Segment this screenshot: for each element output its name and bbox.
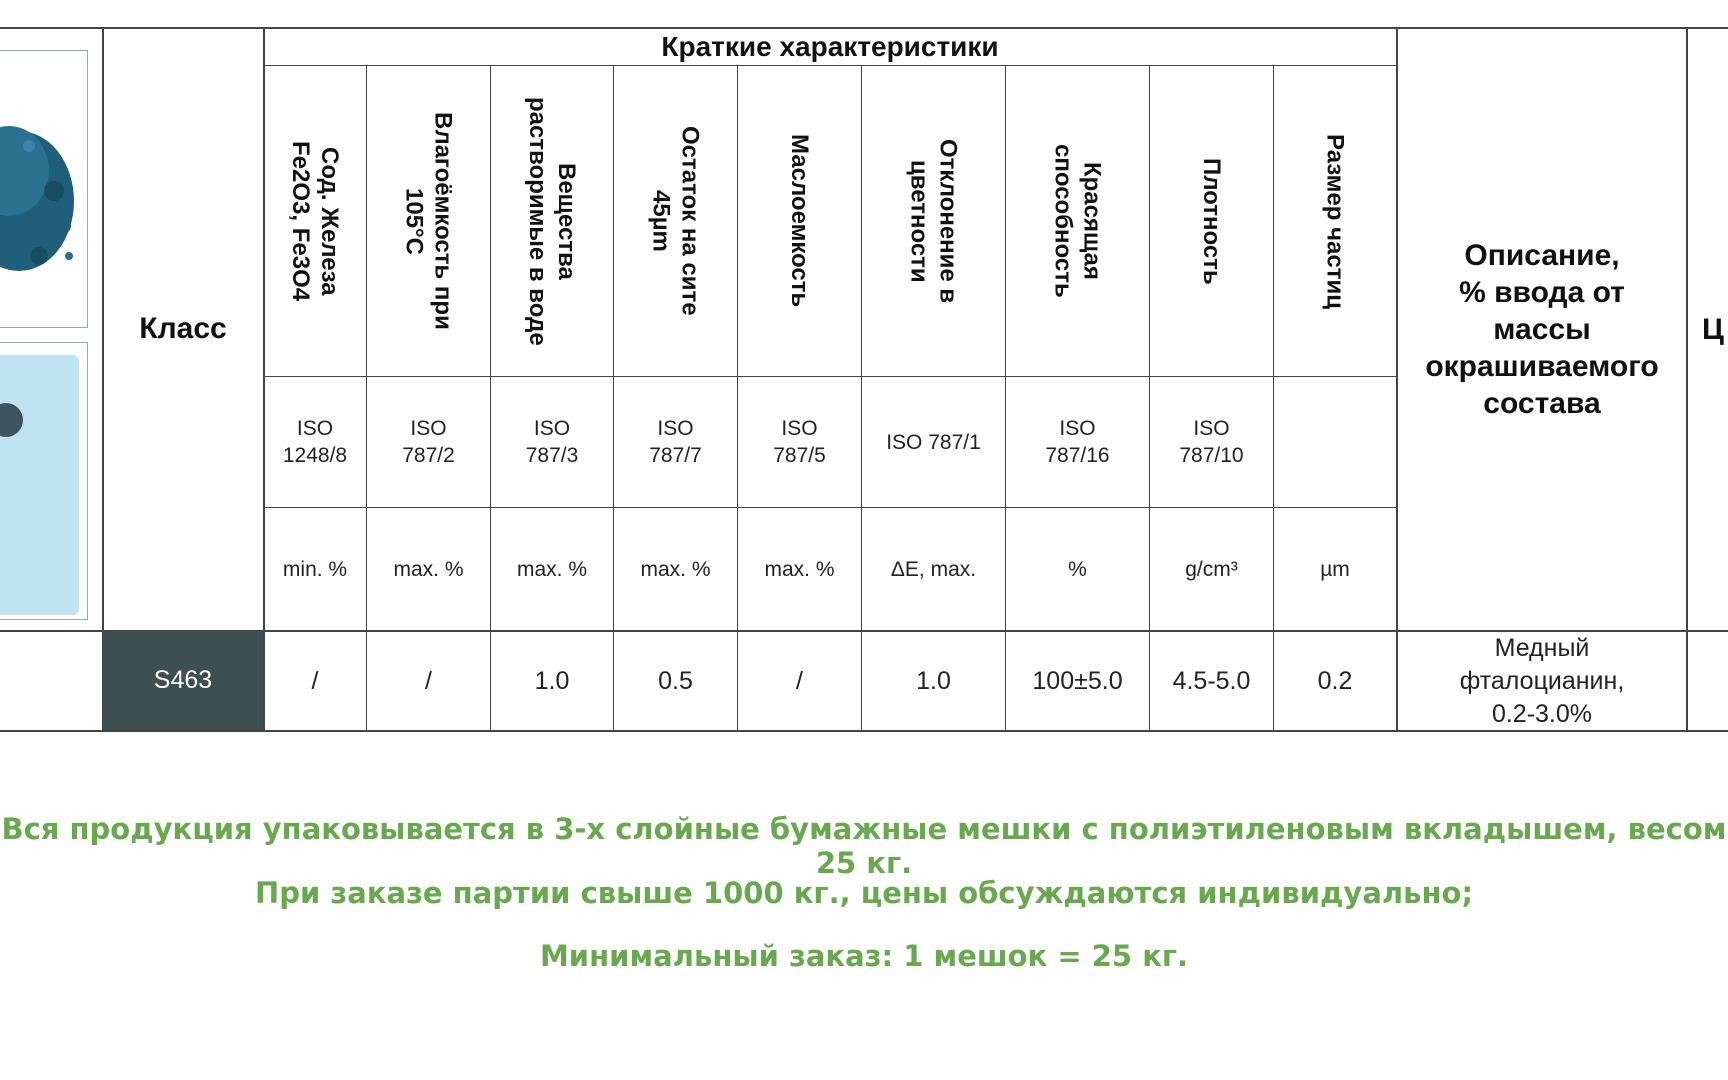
value-cell: /: [311, 666, 319, 695]
value-cell: 1.0: [916, 666, 951, 695]
value-cell: /: [425, 666, 432, 695]
unit-cell: µm: [1320, 557, 1350, 581]
iso-cell: ISO 787/5: [773, 417, 826, 467]
unit-cell: max. %: [764, 557, 835, 581]
value-cell: 100±5.0: [1032, 666, 1123, 695]
col-header-tint: Красящая способность: [1049, 144, 1106, 298]
iso-cell: ISO 1248/8: [282, 417, 348, 467]
footer-bulk-pricing: При заказе партии свыше 1000 кг., цены обсуждаются индивидуально;: [254, 876, 1474, 910]
col-header-color-dev: Отклонение в цветности: [905, 138, 962, 304]
unit-cell: %: [1068, 557, 1087, 581]
value-cell: /: [796, 666, 803, 695]
unit-cell: g/cm³: [1185, 557, 1238, 581]
col-header-moisture: Влагоёмкость при 105°C: [400, 112, 457, 330]
iso-cell: ISO 787/2: [402, 417, 455, 467]
iso-cell: [1274, 377, 1396, 507]
value-cell: 1.0: [534, 666, 570, 695]
iso-cell: ISO 787/1: [886, 430, 981, 454]
iso-cell: ISO 787/10: [1179, 417, 1244, 467]
footer-packaging: Вся продукция упаковывается в 3-х слойные бумажные мешки с полиэтиленовым вкладышем, весом 25 кг.: [1, 812, 1727, 880]
powder-image: [0, 50, 88, 328]
unit-cell: ΔE, max.: [890, 557, 977, 581]
col-header-particle: Размер частиц: [1321, 133, 1349, 309]
col-header-oil: Маслоемкость: [786, 134, 813, 308]
description-header: Описание, % ввода от массы окрашиваемого состава: [1425, 238, 1659, 420]
unit-cell: max. %: [640, 557, 711, 581]
unit-cell: min. %: [282, 557, 348, 581]
unit-cell: max. %: [393, 557, 464, 581]
iso-cell: ISO 787/16: [1045, 417, 1110, 467]
group-header: Краткие характеристики: [661, 30, 999, 62]
unit-cell: max. %: [516, 557, 587, 581]
value-cell: 4.5-5.0: [1172, 666, 1251, 695]
col-header-soluble: Вещества растворимые в воде: [524, 96, 580, 346]
footer-min-order: Минимальный заказ: 1 мешок = 25 кг.: [539, 939, 1189, 973]
bag-image: [0, 342, 88, 620]
class-header: Класс: [139, 312, 227, 345]
class-cell: S463: [103, 631, 263, 730]
price-header-partial: Ц: [1702, 312, 1724, 346]
col-header-iron: Сод. Железа Fe2O3, Fe3O4: [287, 140, 343, 302]
col-header-sieve: Остаток на сите 45µm: [647, 126, 704, 316]
iso-cell: ISO 787/3: [525, 417, 579, 467]
iso-cell: ISO 787/7: [649, 417, 702, 467]
bag-shape: [0, 355, 79, 615]
value-cell: 0.5: [658, 666, 693, 695]
description-cell: Медный фталоцианин, 0.2-3.0%: [1459, 633, 1625, 728]
value-cell: 0.2: [1317, 666, 1353, 695]
powder-pile-icon: [0, 51, 88, 328]
col-header-density: Плотность: [1198, 157, 1225, 285]
